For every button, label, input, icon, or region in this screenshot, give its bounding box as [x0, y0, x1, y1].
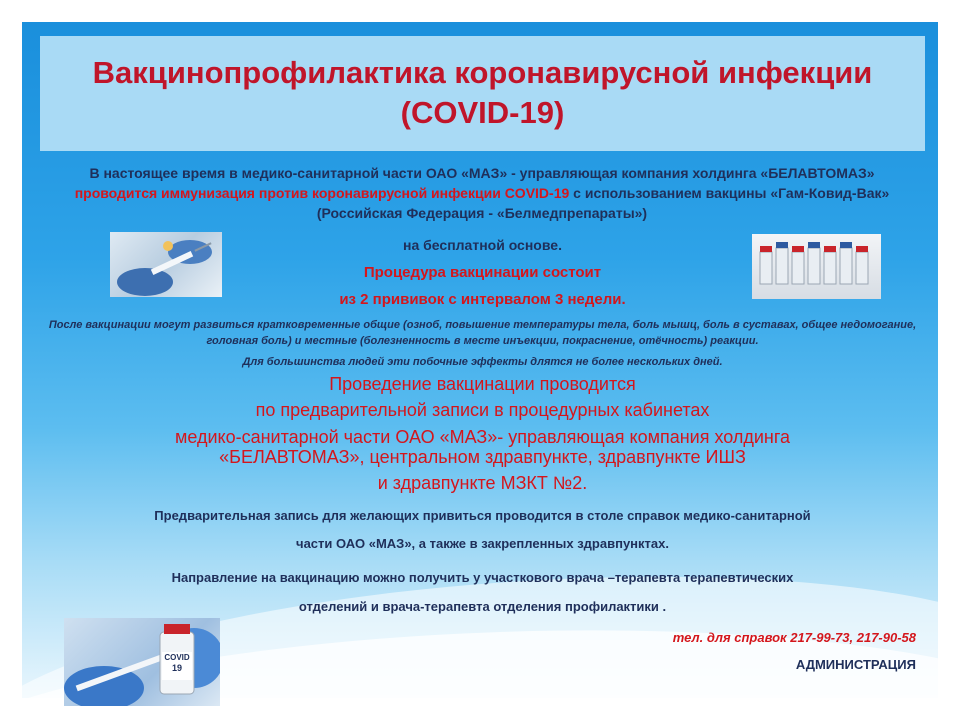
registration-line-2: части ОАО «МАЗ», а также в закрепленных здравпунктах. — [296, 536, 669, 551]
title-line-1: Вакцинопрофилактика коронавирусной инфекции — [92, 55, 873, 90]
schedule-line-2: по предварительной записи в процедурных кабинетах — [255, 400, 710, 420]
title-line-2: (COVID-19) — [400, 95, 565, 130]
phone-text: тел. для справок 217-99-73, 217-90-58 — [672, 630, 916, 645]
procedure-line-2: из 2 прививок с интервалом 3 недели. — [339, 291, 626, 308]
schedule-line-1: Проведение вакцинации проводится — [329, 374, 636, 394]
signature-text: АДМИНИСТРАЦИЯ — [795, 657, 916, 672]
vial-label: COVID — [164, 653, 190, 662]
page-title — [40, 36, 925, 133]
title-box — [40, 36, 925, 151]
schedule-line-4: «БЕЛАВТОМАЗ», центральном здравпункте, здравпункте ИШЗ — [219, 447, 746, 467]
covid-vial-photo — [64, 618, 220, 706]
schedule-line-3: медико-санитарной части ОАО «МАЗ»- управляющая компания холдинга — [174, 427, 791, 447]
referral-line-1: Направление на вакцинацию можно получить у участкового врача –терапевта терапевтических — [171, 570, 794, 585]
registration-line-1: Предварительная запись для желающих привиться проводится в столе справок медико-санитарной — [154, 508, 811, 523]
side-effects-text: После вакцинации могут развиться кратковременные общие (озноб, повышение температуры тела, боль мышц, боль в суставах, общее недомогание, головная боль) и местные (болезненность в месте инъекции, покраснение, отёчность) реакции. — [48, 319, 917, 347]
free-basis-text: на бесплатной основе. — [403, 237, 562, 253]
vial-icon — [64, 618, 220, 706]
intro-paragraph — [62, 163, 902, 223]
schedule-line-5: и здравпункте МЗКТ №2. — [377, 473, 588, 493]
side-effects-duration: Для большинства людей эти побочные эффекты длятся не более нескольких дней. — [242, 356, 723, 368]
intro-highlight: проводится иммунизация против коронавирусной инфекции COVID-19 — [74, 185, 570, 201]
vial-label-number: 19 — [171, 663, 182, 673]
referral-line-2: отделений и врача-терапевта отделения профилактики . — [298, 599, 667, 614]
procedure-line-1: Процедура вакцинации состоит — [363, 264, 602, 281]
intro-text: В настоящее время в медико-санитарной части ОАО «МАЗ» - управляющая компания холдинга «БЕЛАВТОМАЗ» — [89, 165, 875, 181]
intro-text-end: с использованием вакцины «Гам-Ковид-Вак» (Российская Федерация - «Белмедпрепараты») — [316, 185, 890, 221]
